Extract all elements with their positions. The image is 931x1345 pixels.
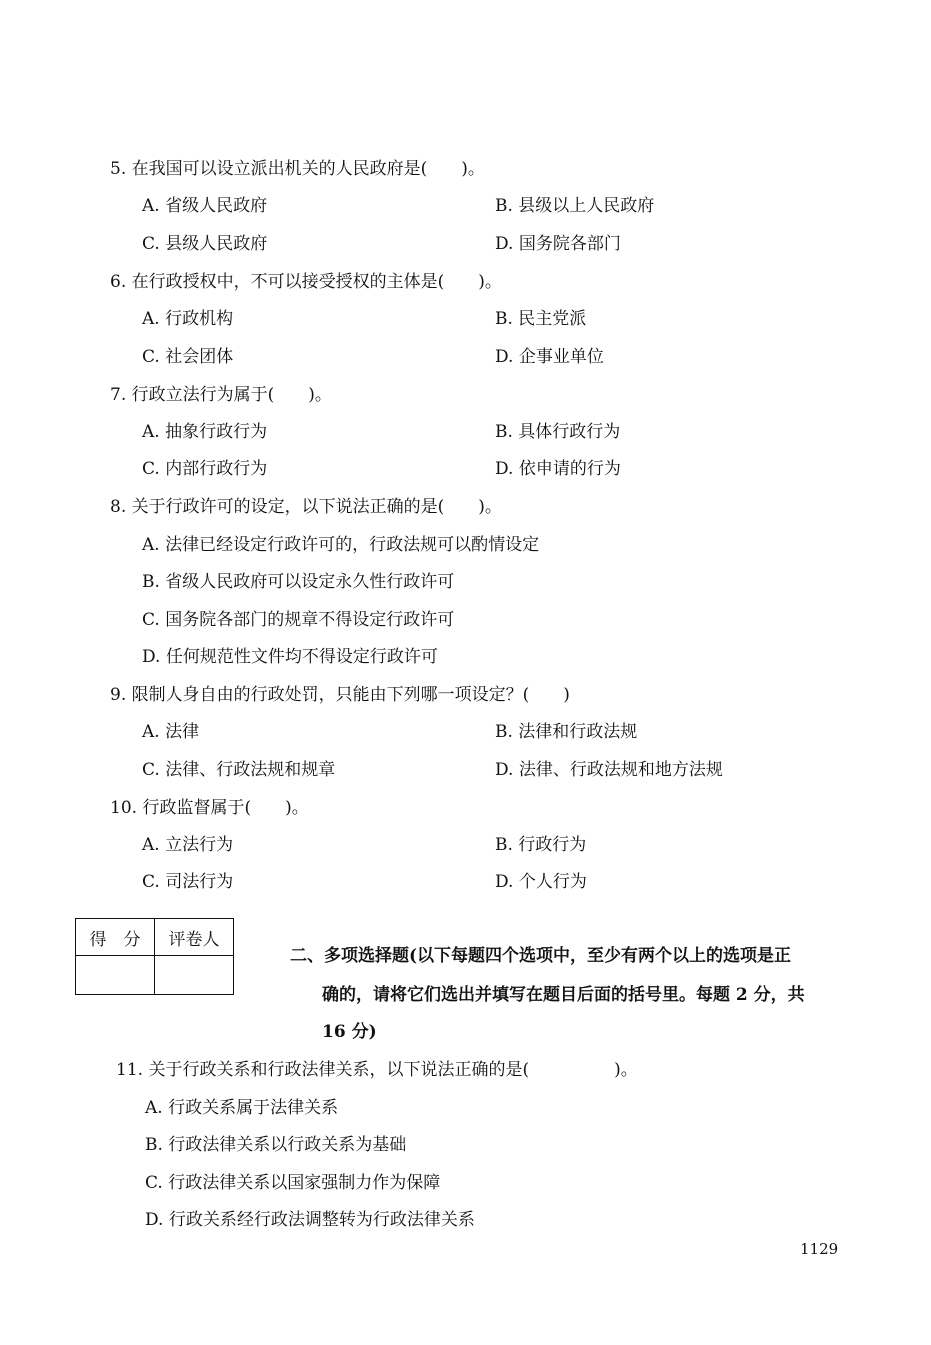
question-11: 11. 关于行政关系和行政法律关系，以下说法正确的是( )。 [116,1060,638,1080]
section-2-heading-line1: 二、多项选择题(以下每题四个选项中，至少有两个以上的选项是正 [290,946,792,966]
q7-option-d: D. 依申请的行为 [495,459,621,479]
question-6: 6. 在行政授权中，不可以接受授权的主体是( )。 [110,272,502,292]
q9-option-b: B. 法律和行政法规 [495,722,638,742]
q5-option-b: B. 县级以上人民政府 [495,196,655,216]
question-7: 7. 行政立法行为属于( )。 [110,385,332,405]
score-cell [76,956,155,995]
q11-option-d: D. 行政关系经行政法调整转为行政法律关系 [145,1210,475,1230]
grader-cell [155,956,234,995]
q11-option-c: C. 行政法律关系以国家强制力作为保障 [145,1173,441,1193]
q6-option-d: D. 企事业单位 [495,347,604,367]
question-8: 8. 关于行政许可的设定，以下说法正确的是( )。 [110,497,502,517]
q8-option-d: D. 任何规范性文件均不得设定行政许可 [142,647,438,667]
q5-option-a: A. 省级人民政府 [142,196,268,216]
q6-option-c: C. 社会团体 [142,347,234,367]
q7-option-a: A. 抽象行政行为 [142,422,268,442]
section-2-heading-line3: 16 分) [322,1022,377,1042]
q5-option-c: C. 县级人民政府 [142,234,268,254]
question-10: 10. 行政监督属于( )。 [110,798,309,818]
q8-option-a: A. 法律已经设定行政许可的，行政法规可以酌情设定 [142,535,540,555]
question-5: 5. 在我国可以设立派出机关的人民政府是( )。 [110,159,485,179]
q10-option-d: D. 个人行为 [495,872,587,892]
q10-option-b: B. 行政行为 [495,835,587,855]
page-number: 1129 [800,1240,839,1258]
q7-option-c: C. 内部行政行为 [142,459,268,479]
q9-option-c: C. 法律、行政法规和规章 [142,760,336,780]
q6-option-a: A. 行政机构 [142,309,234,329]
q11-option-b: B. 行政法律关系以行政关系为基础 [145,1135,407,1155]
q7-option-b: B. 具体行政行为 [495,422,621,442]
q8-option-b: B. 省级人民政府可以设定永久性行政许可 [142,572,455,592]
score-header: 得 分 [76,919,155,956]
section-2-heading-line2: 确的，请将它们选出并填写在题目后面的括号里。每题 2 分，共 [322,985,805,1005]
q6-option-b: B. 民主党派 [495,309,587,329]
q5-option-d: D. 国务院各部门 [495,234,621,254]
q9-option-a: A. 法律 [142,722,200,742]
q8-option-c: C. 国务院各部门的规章不得设定行政许可 [142,610,455,630]
question-9: 9. 限制人身自由的行政处罚，只能由下列哪一项设定？( ) [110,685,570,705]
q11-option-a: A. 行政关系属于法律关系 [145,1098,339,1118]
grader-header: 评卷人 [155,919,234,956]
q10-option-c: C. 司法行为 [142,872,234,892]
score-table [75,918,234,995]
q10-option-a: A. 立法行为 [142,835,234,855]
q9-option-d: D. 法律、行政法规和地方法规 [495,760,723,780]
